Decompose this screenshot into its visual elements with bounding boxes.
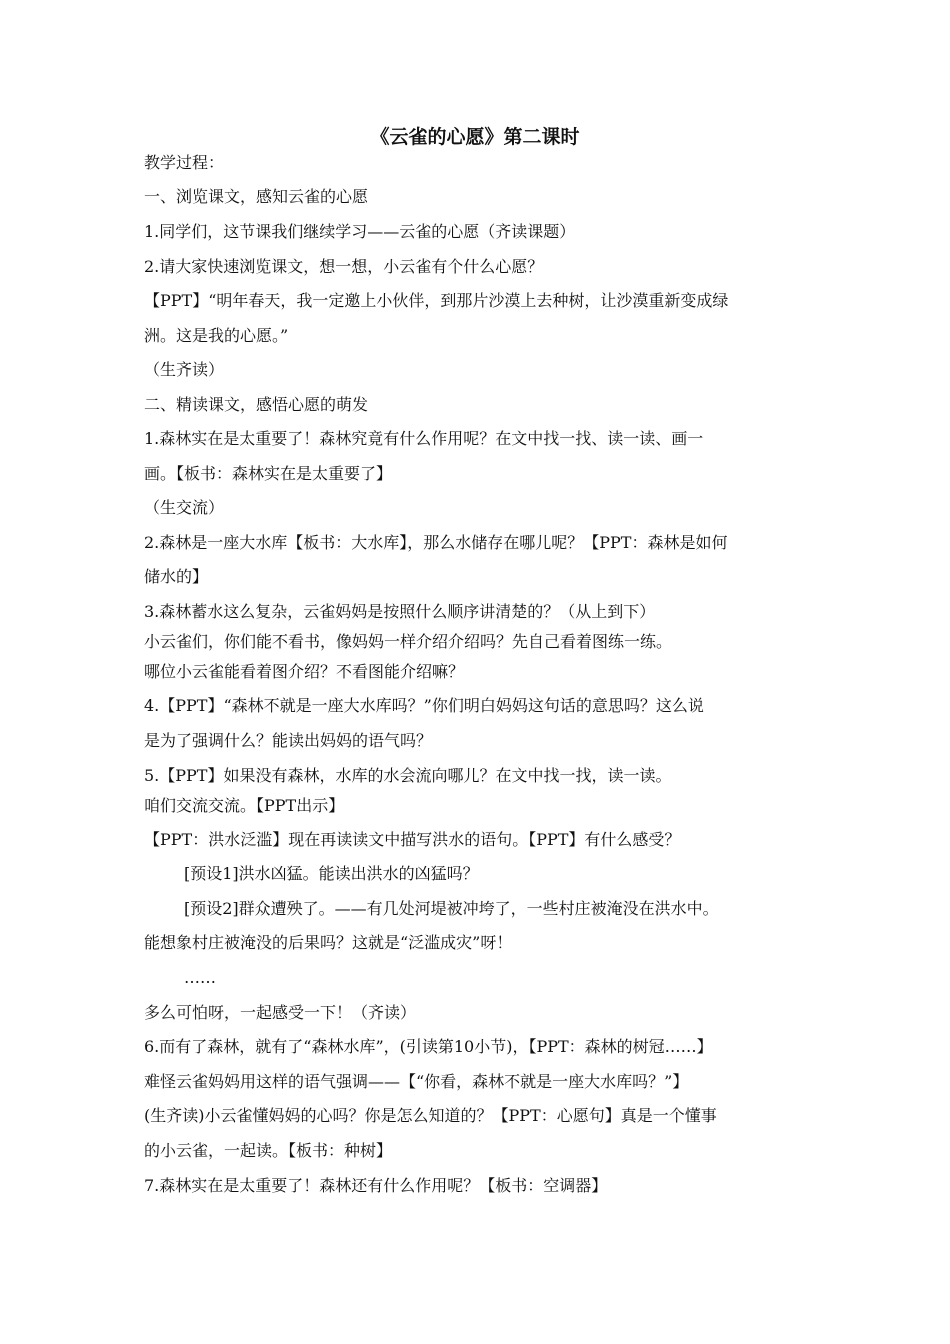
text-line: 4.【PPT】“森林不就是一座大水库吗？”你们明白妈妈这句话的意思吗？这么说 <box>144 696 704 715</box>
text-line: 3.森林蓄水这么复杂，云雀妈妈是按照什么顺序讲清楚的？（从上到下） <box>144 602 656 621</box>
document-body <box>144 152 808 1197</box>
section-heading: 二、精读课文，感悟心愿的萌发 <box>144 395 369 414</box>
document-title: 《云雀的心愿》第二课时 <box>370 126 580 148</box>
text-line: 7.森林实在是太重要了！森林还有什么作用呢？【板书：空调器】 <box>144 1176 608 1195</box>
text-line: 小云雀们，你们能不看书，像妈妈一样介绍介绍吗？先自己看着图练一练。 <box>144 632 673 651</box>
text-line: 是为了强调什么？能读出妈妈的语气吗？ <box>144 731 433 750</box>
text-line: (生齐读)小云雀懂妈妈的心吗？你是怎么知道的？【PPT：心愿句】真是一个懂事 <box>144 1106 717 1125</box>
text-line: 咱们交流交流。【PPT出示】 <box>144 796 345 815</box>
text-line: 2.请大家快速浏览课文，想一想，小云雀有个什么心愿？ <box>144 257 544 276</box>
text-line: 洲。这是我的心愿。” <box>144 326 289 345</box>
text-line-indented: [预设2]群众遭殃了。——有几处河堤被冲垮了，一些村庄被淹没在洪水中。 <box>184 899 719 918</box>
text-line: 哪位小云雀能看着图介绍？不看图能介绍嘛？ <box>144 662 465 681</box>
text-line: 的小云雀，一起读。【板书：种树】 <box>144 1141 393 1160</box>
text-line: 能想象村庄被淹没的后果吗？这就是“泛滥成灾”呀！ <box>144 933 513 952</box>
text-line: 储水的】 <box>144 567 209 586</box>
text-line: 2.森林是一座大水库【板书：大水库】，那么水储存在哪儿呢？【PPT：森林是如何 <box>144 533 728 552</box>
text-line: （生齐读） <box>144 360 225 379</box>
text-line: （生交流） <box>144 498 225 517</box>
text-line: 难怪云雀妈妈用这样的语气强调——【“你看，森林不就是一座大水库吗？”】 <box>144 1072 689 1091</box>
section-heading: 一、浏览课文，感知云雀的心愿 <box>144 187 369 206</box>
text-line: 5.【PPT】如果没有森林，水库的水会流向哪儿？在文中找一找，读一读。 <box>144 766 672 785</box>
text-line: 1.森林实在是太重要了！森林究竟有什么作用呢？在文中找一找、读一读、画一 <box>144 429 704 448</box>
text-line: 1.同学们，这节课我们继续学习——云雀的心愿（齐读课题） <box>144 222 576 241</box>
ellipsis-line: …… <box>184 968 216 987</box>
text-line: 教学过程： <box>144 153 225 172</box>
text-line: 【PPT】“明年春天，我一定邀上小伙伴，到那片沙漠上去种树，让沙漠重新变成绿 <box>144 291 729 310</box>
text-line: 画。【板书：森林实在是太重要了】 <box>144 464 393 483</box>
text-line: 【PPT：洪水泛滥】现在再读读文中描写洪水的语句。【PPT】有什么感受？ <box>144 830 681 849</box>
text-line-indented: [预设1]洪水凶猛。能读出洪水的凶猛吗？ <box>184 864 479 883</box>
text-line: 6.而有了森林，就有了“森林水库”，(引读第10小节)，【PPT：森林的树冠……】 <box>144 1037 713 1056</box>
text-line: 多么可怕呀，一起感受一下！（齐读） <box>144 1003 417 1022</box>
